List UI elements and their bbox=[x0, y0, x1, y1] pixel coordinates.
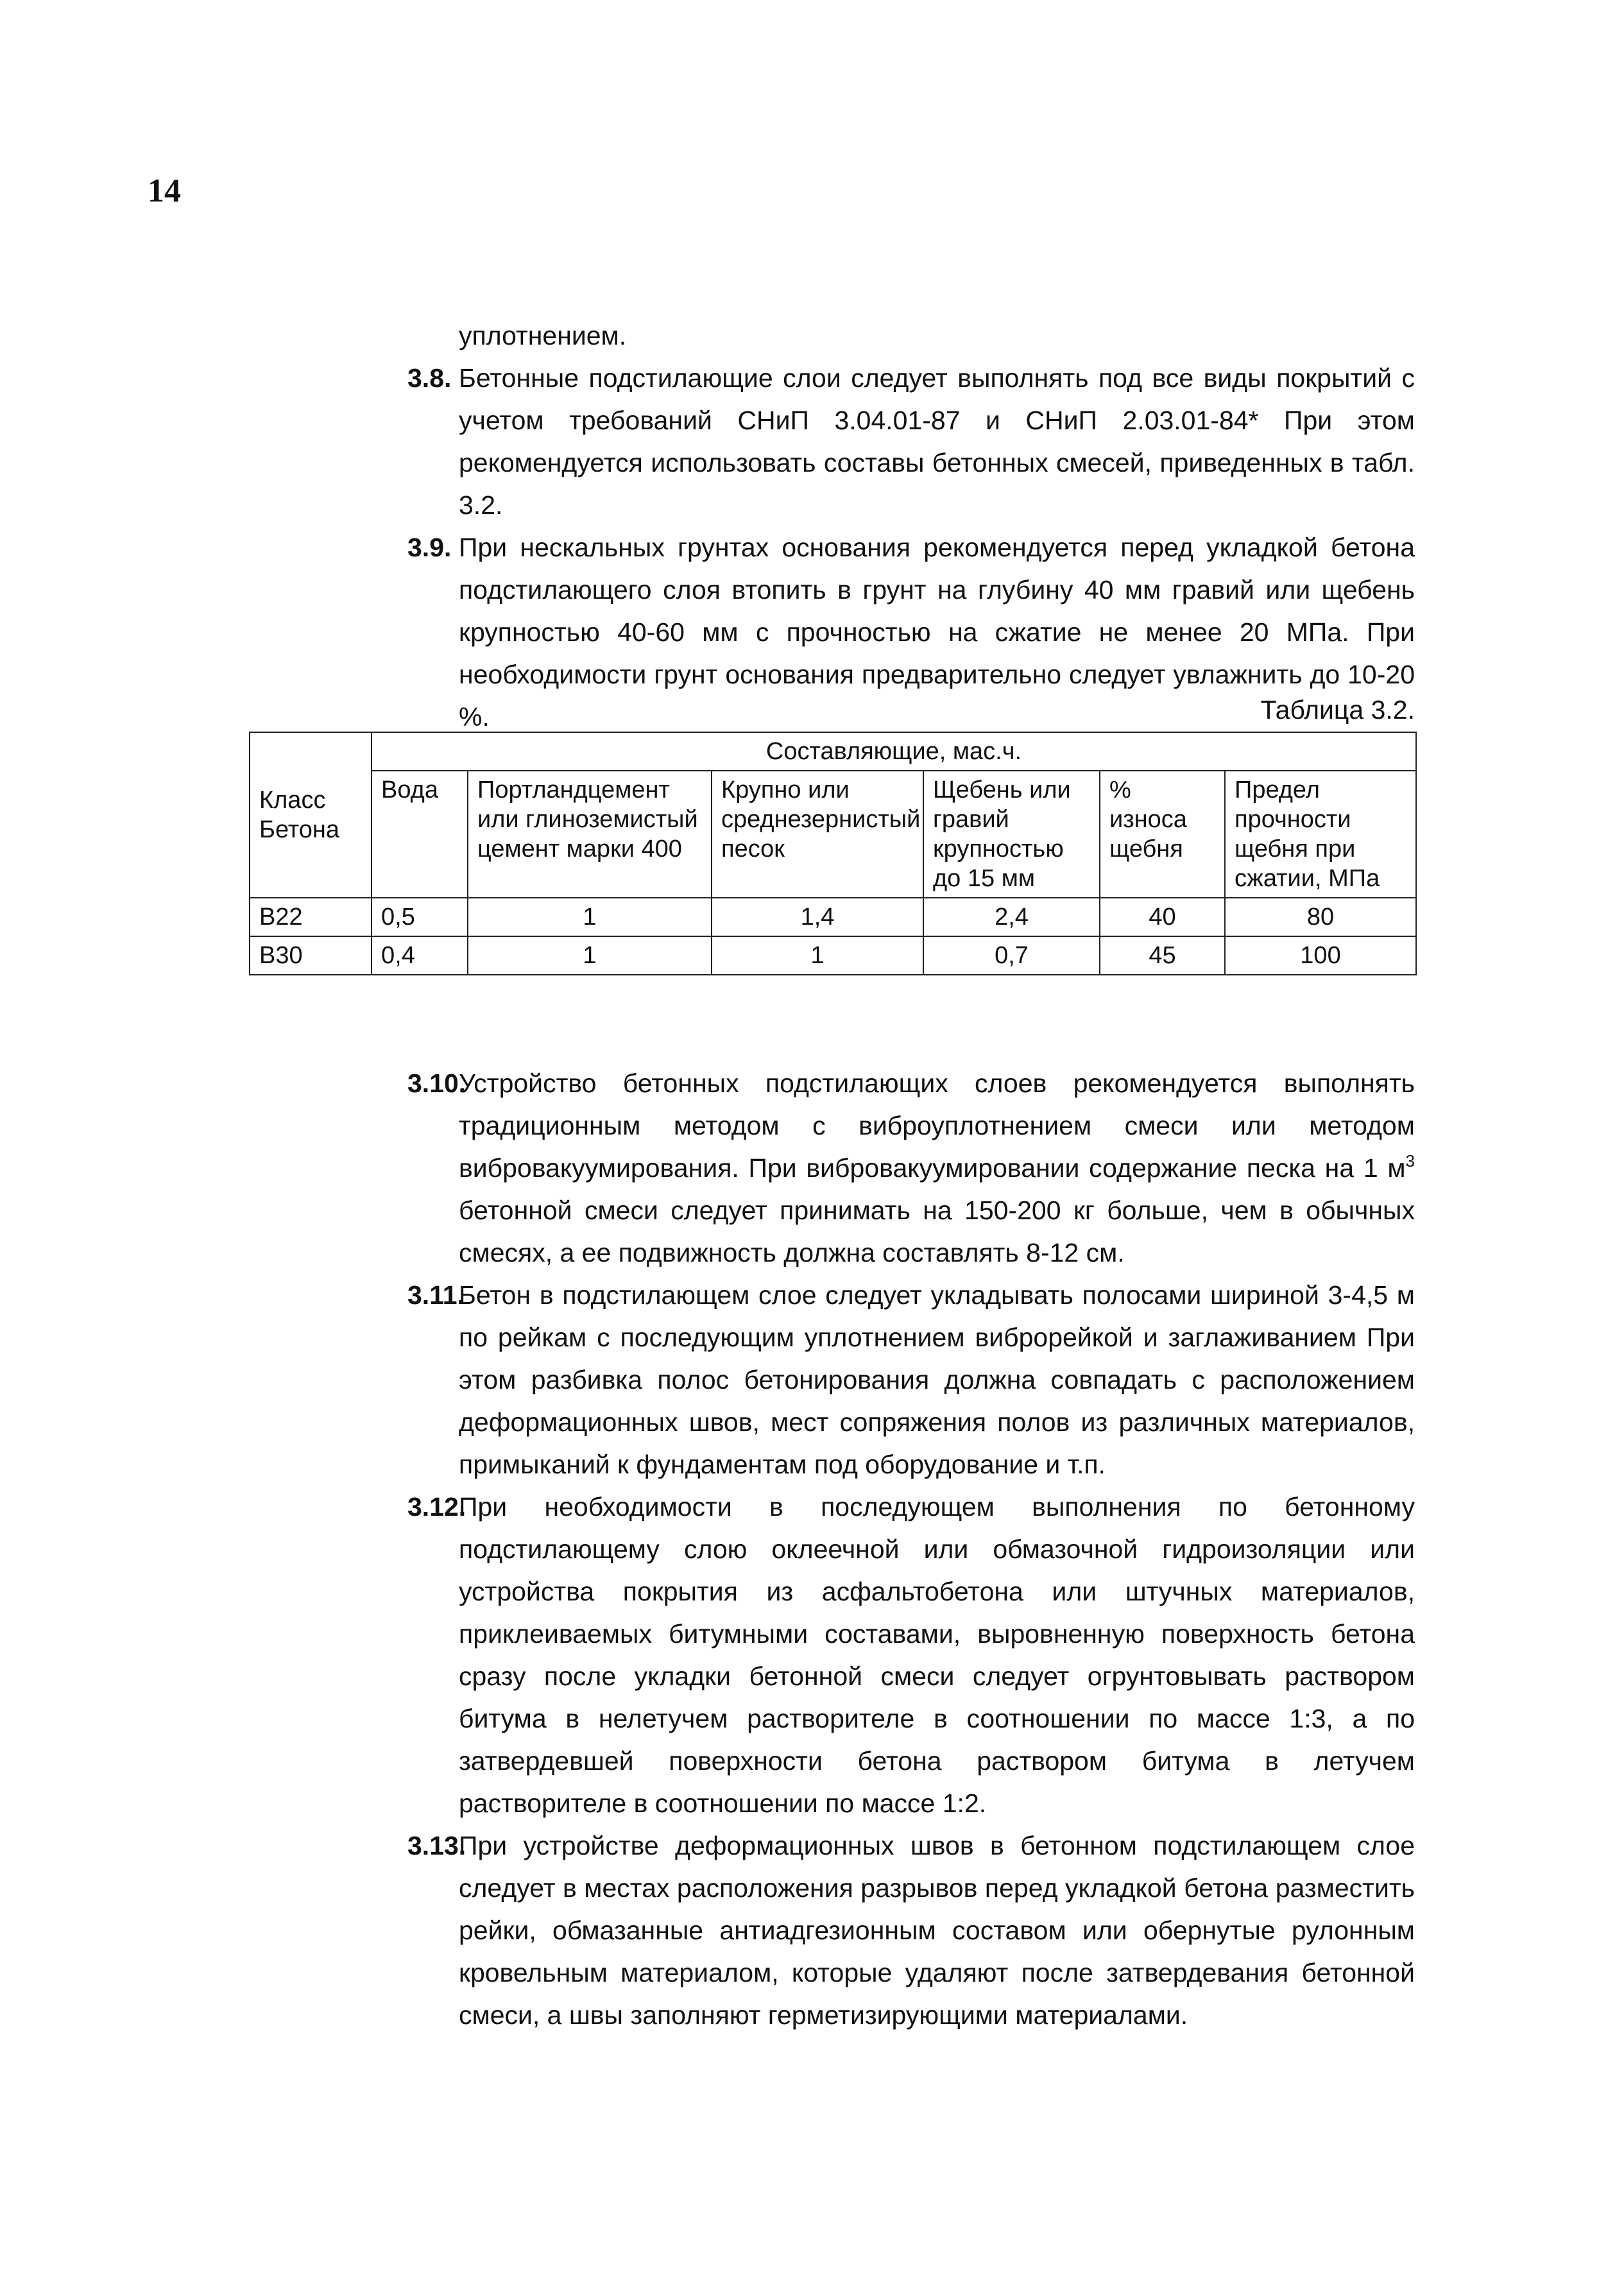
superscript: 3 bbox=[1405, 1151, 1415, 1171]
paragraph-number: 3.10. bbox=[407, 1068, 466, 1098]
table-cell: 1,4 bbox=[712, 898, 923, 936]
table-cell: 1 bbox=[468, 898, 712, 936]
paragraph-text: Устройство бетонных подстилающих слоев рекомендуется выполнять традиционным методом с виброуплотнением смеси или методом вибровакуумирования. При вибровакуумировании содержание песка на 1 м bbox=[459, 1068, 1415, 1183]
table-cell: 45 bbox=[1100, 936, 1225, 975]
table-cell: 1 bbox=[712, 936, 923, 975]
table-row bbox=[250, 936, 1416, 975]
table-cell: 2,4 bbox=[923, 898, 1100, 936]
table-header-row bbox=[250, 771, 1416, 898]
column-header-strength: Предел прочности щебня при сжатии, МПа bbox=[1225, 771, 1416, 898]
table-cell: В30 bbox=[250, 936, 372, 975]
table-cell: 0,7 bbox=[923, 936, 1100, 975]
table-caption: Таблица 3.2. bbox=[1260, 695, 1415, 725]
column-header-wear: % износа щебня bbox=[1100, 771, 1225, 898]
table-header-row-group bbox=[250, 732, 1416, 771]
paragraph-text: При необходимости в последующем выполнения по бетонному подстилающему слою оклеечной или обмазочной гидроизоляции или устройства покрытия из асфальтобетона или штучных материалов, приклеиваемых битумными составами, выровненную поверхность бетона сразу после укладки бетонной смеси следует огрунтовывать раствором битума в нелетучем растворителе в соотношении по массе 1:3, а по затвердевшей поверхности бетона раствором битума в летучем растворителе в соотношении по массе 1:2. bbox=[459, 1492, 1415, 1818]
column-header-gravel: Щебень или гравий крупностью до 15 мм bbox=[923, 771, 1100, 898]
column-header-class: Класс Бетона bbox=[250, 732, 372, 898]
paragraph-3-12 bbox=[407, 1486, 1415, 1824]
composition-table bbox=[249, 732, 1417, 975]
paragraph-3-8 bbox=[407, 357, 1415, 526]
table-cell: 100 bbox=[1225, 936, 1416, 975]
table-cell: 80 bbox=[1225, 898, 1416, 936]
paragraph-text: Бетонные подстилающие слои следует выполнять под все виды покрытий с учетом требований СНиП 3.04.01-87 и СНиП 2.03.01-84* При этом рекомендуется использовать составы бетонных смесей, приведенных в табл. 3.2. bbox=[459, 363, 1415, 520]
paragraph-text-cont: бетонной смеси следует принимать на 150-200 кг больше, чем в обычных смесях, а ее подвижность должна составлять 8-12 см. bbox=[459, 1196, 1415, 1267]
paragraph-text: При нескальных грунтах основания рекомендуется перед укладкой бетона подстилающего слоя втопить в грунт на глубину 40 мм гравий или щебень крупностью 40-60 мм с прочностью на сжатие не менее 20 МПа. При необходимости грунт основания предварительно следует увлажнить до 10-20 %. bbox=[459, 533, 1415, 732]
paragraph-3-13 bbox=[407, 1824, 1415, 2036]
paragraph-number: 3.13. bbox=[407, 1831, 466, 1860]
upper-text-block bbox=[407, 314, 1415, 738]
paragraph-3-10 bbox=[407, 1062, 1415, 1274]
paragraph-text: При устройстве деформационных швов в бетонном подстилающем слое следует в местах расположения разрывов перед укладкой бетона разместить рейки, обмазанные антиадгезионным составом или обернутые рулонным кровельным материалом, которые удаляют после затвердевания бетонной смеси, а швы заполняют герметизирующими материалами. bbox=[459, 1831, 1415, 2030]
paragraph-number: 3.8. bbox=[407, 363, 452, 393]
table-cell: 0,4 bbox=[372, 936, 468, 975]
paragraph-number: 3.12. bbox=[407, 1492, 466, 1522]
table-cell: В22 bbox=[250, 898, 372, 936]
column-header-sand: Крупно или среднезернистый песок bbox=[712, 771, 923, 898]
paragraph-text: Бетон в подстилающем слое следует укладывать полосами шириной 3-4,5 м по рейкам с последующим уплотнением виброрейкой и заглаживанием При этом разбивка полос бетонирования должна совпадать с расположением деформационных швов, мест сопряжения полов из различных материалов, примыканий к фундаментам под оборудование и т.п. bbox=[459, 1280, 1415, 1479]
table-cell: 40 bbox=[1100, 898, 1225, 936]
table-cell: 1 bbox=[468, 936, 712, 975]
paragraph-number: 3.9. bbox=[407, 533, 452, 562]
page-number: 14 bbox=[148, 173, 181, 209]
paragraph-number: 3.11. bbox=[407, 1280, 465, 1310]
column-header-water: Вода bbox=[372, 771, 468, 898]
table-cell: 0,5 bbox=[372, 898, 468, 936]
lower-text-block bbox=[407, 1062, 1415, 2036]
table-row bbox=[250, 898, 1416, 936]
column-header-cement: Портландцемент или глиноземистый цемент марки 400 bbox=[468, 771, 712, 898]
paragraph-3-11 bbox=[407, 1274, 1415, 1486]
table-group-header: Составляющие, мас.ч. bbox=[372, 732, 1416, 771]
continuation-text: уплотнением. bbox=[459, 321, 627, 350]
